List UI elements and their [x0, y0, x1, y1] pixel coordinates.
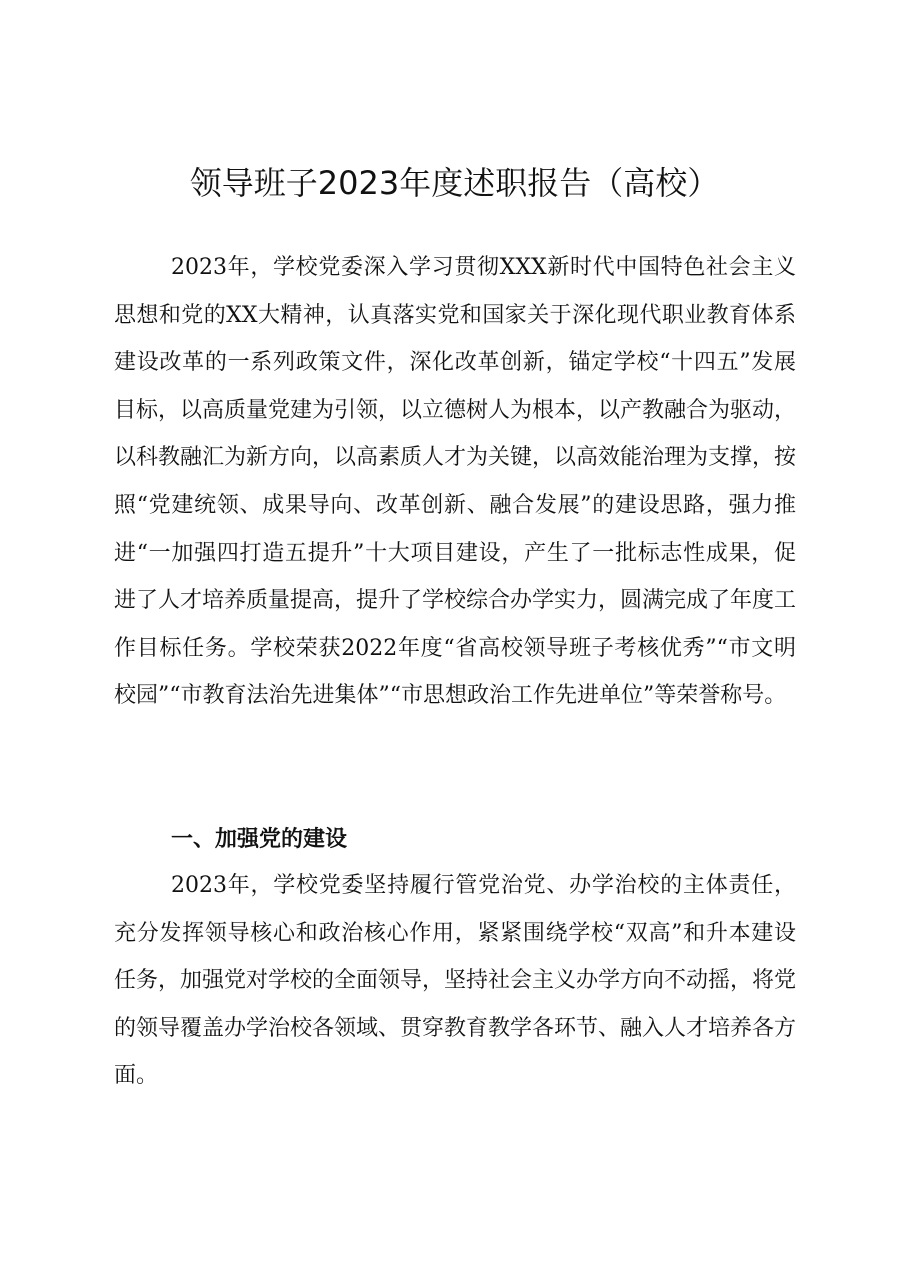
section-paragraph: 2023年，学校党委坚持履行管党治党、办学治校的主体责任， 充分发挥领导核心和政治核心作用，紧紧围绕学校“双高”和升本建设任务，加强党对学校的全面领导，坚持社会主义办学方向不动摇，将党的领导覆盖办学治校各领域、贯穿教育教学各环节、融入人才培养各方面。	[114, 873, 797, 1089]
document-title: 领导班子2023年度述职报告（高校）	[189, 164, 720, 202]
section-heading: 一、加强党的建设	[171, 827, 348, 852]
intro-paragraph: 2023年，学校党委深入学习贯彻XXX新时代中国特色社会主义思想和党的XX大精神，认真落实党和国家关于深化现代职业教育体系建设改革的一系列政策文件，深化改革创新，锚定学校“十四五”发展目标，以高质量党建为引领，以立德树人为根本，以产教融合为驱动，以科教融汇为新方向，以高素质人才为关键，以高效能治理为支撑，按照“党建统领、成果导向、改革创新、融合发展”的建设思路，强力推进“一加强四打造五提升”十大项目建设，产生了一批标志性成果，促进了人才培养质量提高，提升了学校综合办学实力，圆满完成了年度工作目标任务。学校荣获2022年度“省高校领导班子考核优秀”“市文明校园”“市教育法治先进集体”“市思想政治工作先进单位”等荣誉称号。	[114, 255, 797, 709]
